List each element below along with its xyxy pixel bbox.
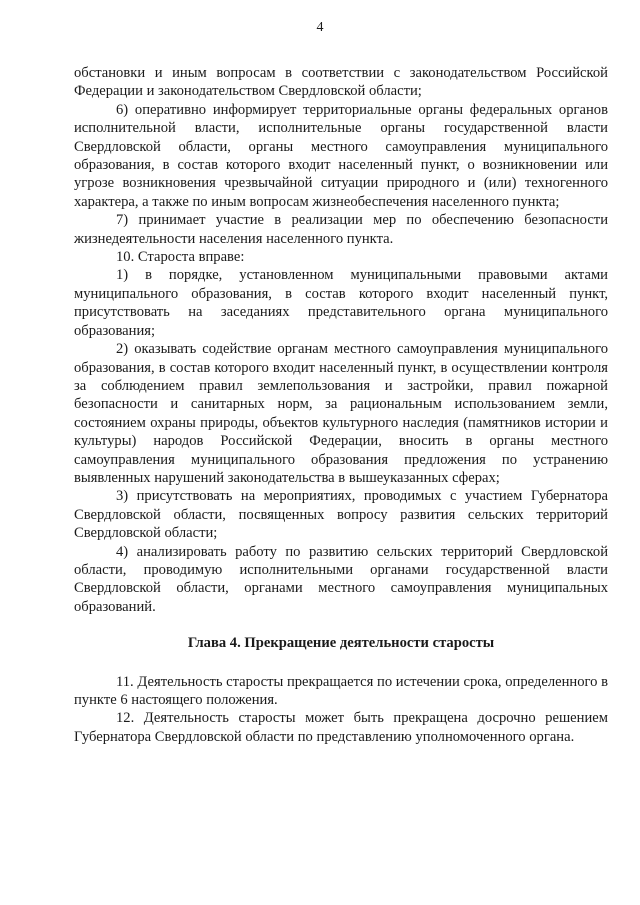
paragraph-continuation: обстановки и иным вопросам в соответствии с законодательством Российской Федерации и законодательством Свердловской области; xyxy=(74,65,608,100)
paragraph-10-item-3: 3) присутствовать на мероприятиях, проводимых с участием Губернатора Свердловской области, посвященных вопросу развития сельских территорий Свердловской области; xyxy=(74,488,608,542)
paragraph-10-item-2: 2) оказывать содействие органам местного самоуправления муниципального образования, в состав которого входит населенный пункт, в осуществлении контроля за соблюдением правил землепользования и застройки, правил пожарной безопасности и санитарных норм, за рациональным использованием земли, состоянием охраны природы, объектов культурного наследия (памятников истории и культуры) народов Российской Федерации, вносить в органы местного самоуправления муниципального образования предложения по устранению выявленных нарушений законодательства в вышеуказанных сферах; xyxy=(74,341,608,486)
paragraph-item-6: 6) оперативно информирует территориальные органы федеральных органов исполнительной власти, исполнительные органы государственной власти Свердловской области, органы местного самоуправления муниципального образования, в состав которого входит населенный пункт, о возникновении или угрозе возникновения чрезвычайной ситуации природного и (или) техногенного характера, а также по иным вопросам жизнеобеспечения населенного пункта; xyxy=(74,101,608,210)
paragraph-10-heading: 10. Староста вправе: xyxy=(116,249,245,266)
page-number: 4 xyxy=(316,20,324,35)
paragraph-11: 11. Деятельность старосты прекращается по истечении срока, определенного в пункте 6 настоящего положения. xyxy=(74,673,608,708)
paragraph-10-item-4: 4) анализировать работу по развитию сельских территорий Свердловской области, проводимую исполнительными органами государственной власти Свердловской области, органами местного самоуправления муниципальных образований. xyxy=(74,543,608,615)
document-body xyxy=(74,64,608,746)
chapter-title: Глава 4. Прекращение деятельности старосты xyxy=(187,635,495,652)
paragraph-10-item-1: 1) в порядке, установленном муниципальными правовыми актами муниципального образования, в состав которого входит населенный пункт, присутствовать на заседаниях представительного органа муниципального образования; xyxy=(74,267,608,339)
paragraph-12: 12. Деятельность старосты может быть прекращена досрочно решением Губернатора Свердловской области по представлению уполномоченного органа. xyxy=(74,710,608,745)
paragraph-item-7: 7) принимает участие в реализации мер по обеспечению безопасности жизнедеятельности населения населенного пункта. xyxy=(74,212,608,247)
